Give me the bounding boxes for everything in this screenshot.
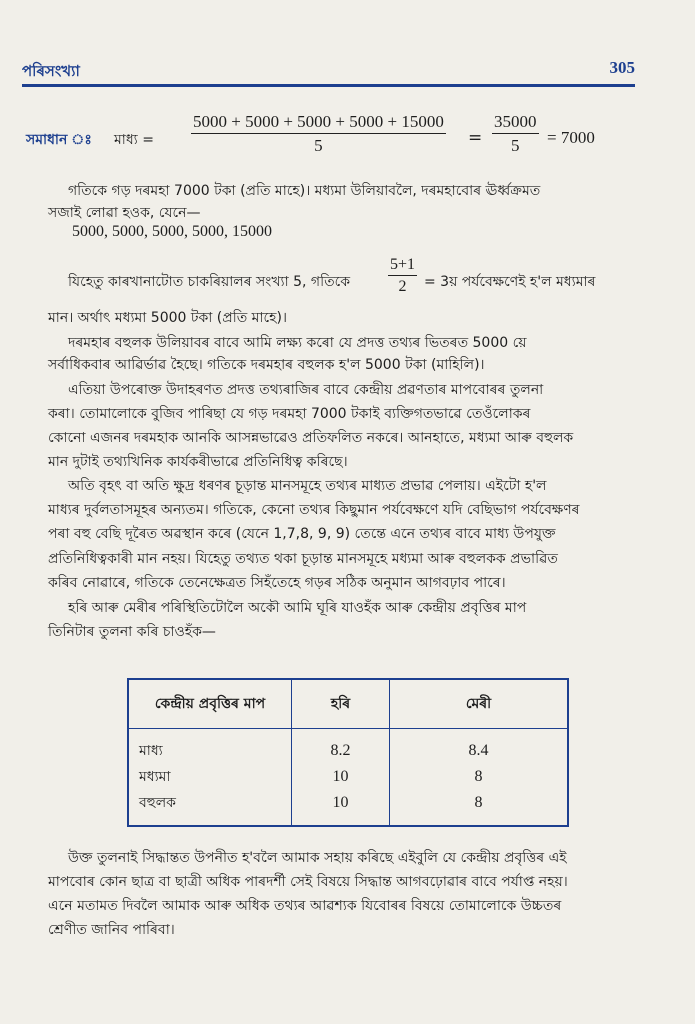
table-row [128, 764, 568, 790]
table-cell: 8 [390, 764, 569, 790]
mean-fraction [191, 112, 446, 156]
text-line: তিনিটাৰ তুলনা কৰি চাওহঁক— [48, 624, 216, 640]
text-line: এনে মতামত দিবলৈ আমাক আৰু অধিক তথ্যৰ আৱশ্যক যিবোৰৰ বিষয়ে তোমালোকে উচ্চতৰ [48, 898, 562, 914]
text-line: অতি বৃহৎ বা অতি ক্ষুদ্ৰ ধৰণৰ চূড়ান্ত মানসমূহে তথ্যৰ মাধ্যত প্ৰভাৱ পেলায়। এইটো হ'ল [68, 478, 547, 494]
text-span: = 3য় পৰ্যবেক্ষণেই হ'ল মধ্যমাৰ [424, 274, 596, 290]
column-header: হৰি [292, 679, 390, 729]
table-header-row [128, 679, 568, 729]
median-position-line [68, 256, 668, 306]
text-line: কৰা। তোমালোকে বুজিব পাৰিছা যে গড় দৰমহা 7000 টকাই ব্যক্তিগতভাৱে তেওঁলোকৰ [48, 406, 531, 422]
column-header: মেৰী [390, 679, 569, 729]
text-line: মাপবোৰ কোন ছাত্ৰ বা ছাত্ৰী অধিক পাৰদৰ্শী সেই বিষয়ে সিদ্ধান্ত আগবঢ়োৱাৰ বাবে পৰ্যাপ্ত নহয়। [48, 874, 568, 890]
text-line: মাধ্যৰ দুৰ্বলতাসমূহৰ অন্যতম। গতিকে, কেনো তথ্যৰ কিছুমান পৰ্যবেক্ষণে যদি বেছিভাগ পৰ্যবেক্ষণৰ [48, 502, 580, 518]
fraction-denominator: 2 [398, 278, 407, 295]
table-cell: 10 [292, 764, 390, 790]
text-line: গতিকে গড় দৰমহা 7000 টকা (প্ৰতি মাহে)। মধ্যমা উলিয়াবলৈ, দৰমহাবোৰ ঊৰ্ধ্বক্ৰমত [68, 183, 541, 199]
table-cell: 8.4 [390, 729, 569, 765]
mean-result: = 7000 [547, 128, 595, 147]
mean-equation [26, 108, 666, 168]
text-line: কৰিব নোৱাৰে, গতিকে তেনেক্ষেত্ৰত সিহঁতেহে গড়ৰ সঠিক অনুমান আগবঢ়াব পাৰে। [48, 575, 506, 591]
text-line: মান দুটাই তথ্যখিনিক কাৰ্যকৰীভাৱে প্ৰতিনিধিত্ব কৰিছে। [48, 454, 348, 470]
table-cell: 8.2 [292, 729, 390, 765]
table-row [128, 729, 568, 765]
table-cell: মাধ্য [128, 729, 292, 765]
table-cell: 8 [390, 790, 569, 826]
equals-sign: = [468, 128, 483, 148]
fraction-denominator: 5 [314, 136, 323, 155]
text-line: এতিয়া উপৰোক্ত উদাহৰণত প্ৰদত্ত তথ্যৰাজিৰ বাবে কেন্দ্ৰীয় প্ৰৱণতাৰ মাপবোৰৰ তুলনা [68, 382, 544, 398]
text-line: কোনো এজনৰ দৰমহাক আনকি আসন্নভাৱেও প্ৰতিফলিত নকৰে। আনহাতে, মধ্যমা আৰু বহুলক [48, 430, 574, 446]
header-rule [22, 84, 635, 87]
text-line: প্ৰতিনিধিত্বকাৰী মান নহয়। যিহেতু তথ্যত থকা চূড়ান্ত মানসমূহে মধ্যমা আৰু বহুলকক প্ৰভাৱিত [48, 551, 558, 567]
salary-series: 5000, 5000, 5000, 5000, 15000 [72, 223, 272, 240]
text-line: হৰি আৰু মেৰীৰ পৰিস্থিতিটোলৈ অকৌ আমি ঘূৰি যাওহঁক আৰু কেন্দ্ৰীয় প্ৰবৃত্তিৰ মাপ [68, 600, 527, 616]
text-line: উক্ত তুলনাই সিদ্ধান্তত উপনীত হ'বলৈ আমাক সহায় কৰিছে এইবুলি যে কেন্দ্ৰীয় প্ৰবৃত্তিৰ এই [68, 850, 567, 866]
fraction-denominator: 5 [511, 136, 520, 155]
text-span: যিহেতু কাৰখানাটোত চাকৰিয়ালৰ সংখ্যা 5, গতিকে [68, 274, 351, 290]
fraction-numerator: 5+1 [388, 256, 417, 276]
text-line: শ্ৰেণীত জানিব পাৰিবা। [48, 922, 175, 938]
text-line: সজাই লোৱা হওক, যেনে— [48, 205, 201, 221]
text-line: দৰমহাৰ বহুলক উলিয়াবৰ বাবে আমি লক্ষ্য কৰো যে প্ৰদত্ত তথ্যৰ ভিতৰত 5000 য়ে [68, 335, 527, 351]
text-line: সৰ্বাধিকবাৰ আৱিৰ্ভাৱ হৈছে। গতিকে দৰমহাৰ বহুলক হ'ল 5000 টকা (মাহিলি)। [48, 357, 485, 373]
chapter-title: পৰিসংখ্যা [22, 62, 80, 80]
fraction-numerator: 35000 [492, 112, 539, 134]
page-header [22, 58, 635, 88]
page-number: 305 [609, 58, 635, 77]
table-row [128, 790, 568, 826]
text-line: পৰা বহু বেছি দূৰৈত অৱস্থান কৰে (যেনে 1,7,8, 9, 9) তেন্তে এনে তথ্যৰ বাবে মাধ্য উপযুক্ত [48, 526, 556, 542]
column-header: কেন্দ্ৰীয় প্ৰবৃত্তিৰ মাপ [128, 679, 292, 729]
fraction-numerator: 5000 + 5000 + 5000 + 5000 + 15000 [191, 112, 446, 134]
table-cell: 10 [292, 790, 390, 826]
sum-fraction [492, 112, 539, 156]
table-cell: বহুলক [128, 790, 292, 826]
mean-label: মাধ্য = [114, 132, 154, 148]
table-cell: মধ্যমা [128, 764, 292, 790]
text-line: মান। অৰ্থাৎ মধ্যমা 5000 টকা (প্ৰতি মাহে)। [48, 310, 287, 326]
median-position-fraction [388, 256, 417, 296]
comparison-table [127, 678, 569, 827]
solution-label: সমাধান ঃ [26, 132, 92, 148]
